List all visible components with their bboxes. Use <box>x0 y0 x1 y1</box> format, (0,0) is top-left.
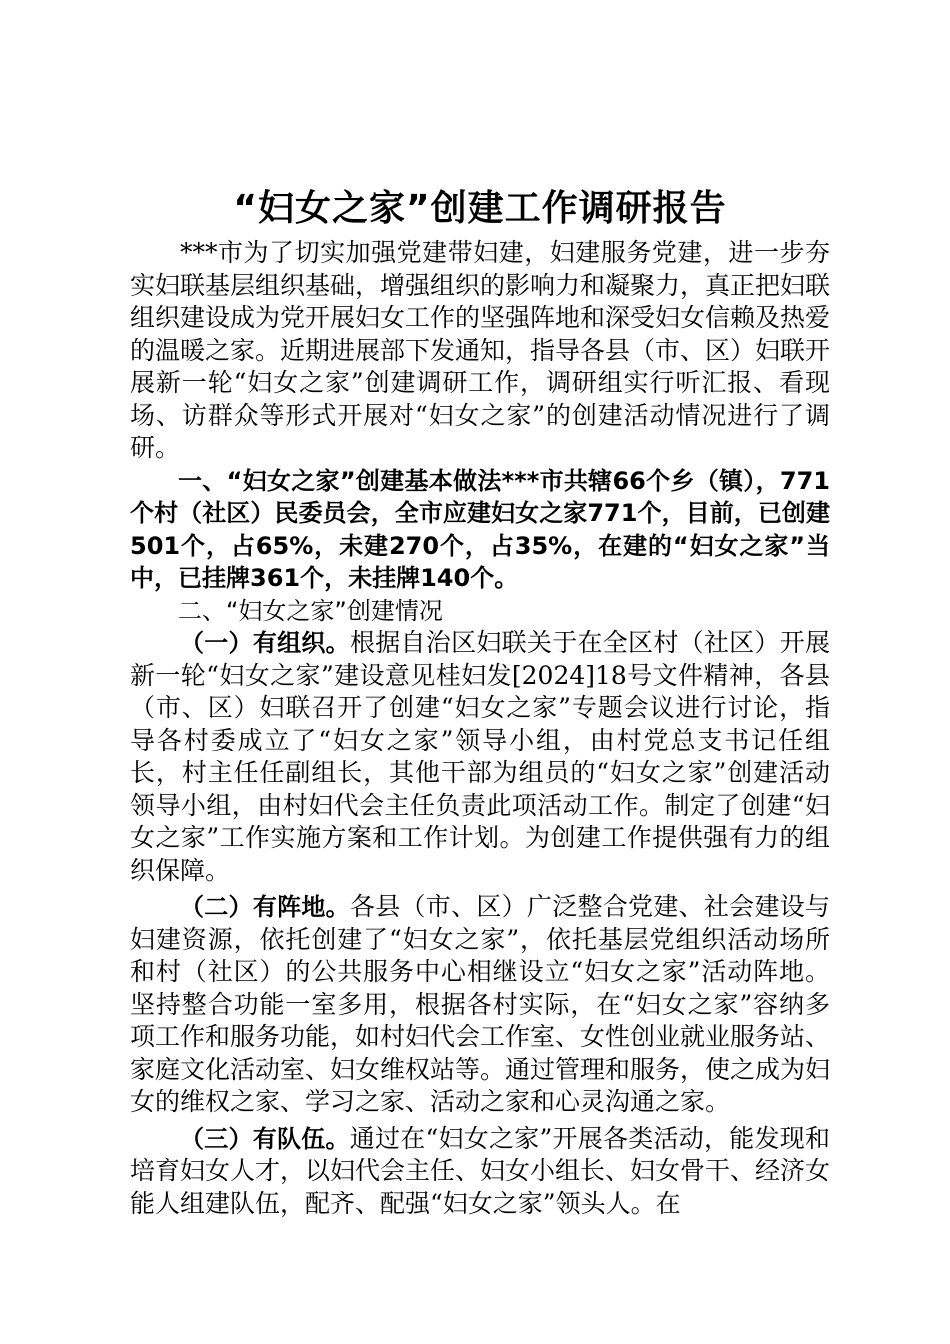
item-3-paragraph <box>130 1123 830 1221</box>
item-3-lead: （三）有队伍。 <box>180 1124 350 1153</box>
document-title: “妇女之家”创建工作调研报告 <box>233 188 727 229</box>
section-1-paragraph: 一、“妇女之家”创建基本做法***市共辖66个乡（镇），771个村（社区）民委员会，全市应建妇女之家771个，目前，已创建501个，占65%，未建270个，占35%，在建的“妇女之家”当中，已挂牌361个，未挂牌140个。 <box>130 466 830 592</box>
item-2-paragraph <box>130 891 830 1119</box>
intro-paragraph: ***市为了切实加强党建带妇建，妇建服务党建，进一步夯实妇联基层组织基础，增强组织的影响力和凝聚力，真正把妇联组织建设成为党开展妇女工作的坚强阵地和深受妇女信赖及热爱的温暖之家。近期进展部下发通知，指导各县（市、区）妇联开展新一轮“妇女之家”创建调研工作，调研组实行听汇报、看现场、访群众等形式开展对“妇女之家”的创建活动情况进行了调研。 <box>130 238 831 462</box>
section-2-heading: 二、“妇女之家”创建情况 <box>178 596 443 625</box>
item-2-text: 各县（市、区）广泛整合党建、社会建设与妇建资源，依托创建了“妇女之家”，依托基层党组织活动场所和村（社区）的公共服务中心相继设立“妇女之家”活动阵地。坚持整合功能一室多用，根据各村实际，在“妇女之家”容纳多项工作和服务功能，如村妇代会工作室、女性创业就业服务站、家庭文化活动室、妇女维权站等。通过管理和服务，使之成为妇女的维权之家、学习之家、活动之家和心灵沟通之家。 <box>130 892 831 1116</box>
item-1-text: 根据自治区妇联关于在全区村（社区）开展新一轮“妇女之家”建设意见桂妇发[2024]18号文件精神，各县（市、区）妇联召开了创建“妇女之家”专题会议进行讨论，指导各村委成立了“妇女之家”领导小组，由村党总支书记任组长，村主任任副组长，其他干部为组员的“妇女之家”创建活动领导小组，由村妇代会主任负责此项活动工作。制定了创建“妇女之家”工作实施方案和工作计划。为创建工作提供强有力的组织保障。 <box>130 628 830 885</box>
item-1-paragraph <box>130 627 830 887</box>
item-1-lead: （一）有组织。 <box>180 629 350 657</box>
document-page <box>130 185 830 1220</box>
item-2-lead: （二）有阵地。 <box>180 893 350 921</box>
item-3-text: 通过在“妇女之家”开展各类活动，能发现和培育妇女人才，以妇代会主任、妇女小组长、妇女骨干、经济女能人组建队伍，配齐、配强“妇女之家”领头人。在 <box>130 1123 831 1218</box>
